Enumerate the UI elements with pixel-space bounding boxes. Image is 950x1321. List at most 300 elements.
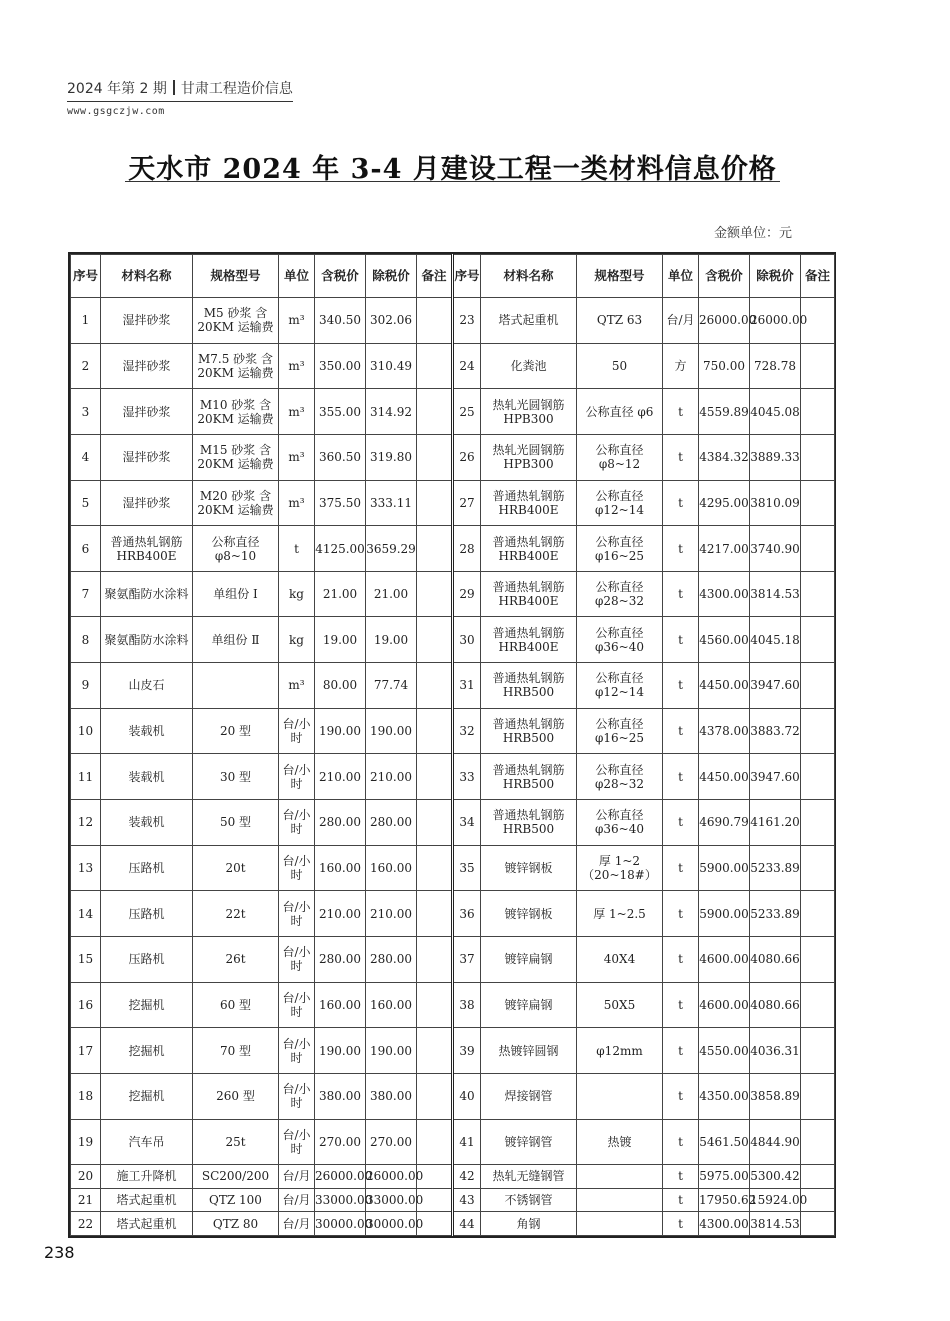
cell-note [801,526,835,572]
cell-notax-price: 3814.53 [750,571,801,617]
table-row [71,617,835,663]
cell-tax-price: 5900.00 [699,891,750,937]
cell-unit: 台/小时 [279,845,315,891]
cell-note [417,617,453,663]
cell-notax-price: 4036.31 [750,1028,801,1074]
cell-tax-price: 750.00 [699,343,750,389]
cell-spec: 70 型 [193,1028,279,1074]
cell-tax-price: 26000.00 [315,1165,366,1189]
cell-tax-price: 4378.00 [699,708,750,754]
cell-unit: t [663,526,699,572]
col-header-unit: 单位 [279,255,315,298]
cell-unit: t [663,663,699,709]
cell-notax-price: 26000.00 [366,1165,417,1189]
cell-no: 14 [71,891,101,937]
cell-note [801,663,835,709]
cell-unit: m³ [279,343,315,389]
cell-name: 山皮石 [101,663,193,709]
cell-unit: t [663,936,699,982]
cell-unit: t [663,1073,699,1119]
website-url: www.gsgczjw.com [67,106,165,117]
cell-spec: 单组份 Ⅱ [193,617,279,663]
cell-notax-price: 15924.00 [750,1188,801,1212]
cell-notax-price: 3947.60 [750,754,801,800]
cell-notax-price: 3883.72 [750,708,801,754]
table-row [71,1188,835,1212]
cell-name: 压路机 [101,845,193,891]
cell-unit: 台/小时 [279,982,315,1028]
cell-unit: 台/小时 [279,891,315,937]
cell-notax-price: 4080.66 [750,982,801,1028]
col-header-notax-price: 除税价 [750,255,801,298]
cell-name: 压路机 [101,891,193,937]
cell-no: 28 [453,526,481,572]
cell-no: 29 [453,571,481,617]
cell-name: 挖掘机 [101,982,193,1028]
cell-name: 普通热轧钢筋 HRB400E [481,480,577,526]
cell-note [801,480,835,526]
cell-notax-price: 3814.53 [750,1212,801,1236]
cell-note [417,1073,453,1119]
cell-notax-price: 4844.90 [750,1119,801,1165]
cell-no: 9 [71,663,101,709]
cell-notax-price: 3947.60 [750,663,801,709]
table-row [71,1165,835,1189]
cell-no: 35 [453,845,481,891]
table-row [71,663,835,709]
cell-note [801,571,835,617]
cell-spec [577,1073,663,1119]
cell-no: 7 [71,571,101,617]
cell-name: 湿拌砂浆 [101,480,193,526]
cell-spec: SC200/200 [193,1165,279,1189]
cell-tax-price: 350.00 [315,343,366,389]
cell-note [417,936,453,982]
cell-spec: 公称直径 φ16~25 [577,708,663,754]
cell-notax-price: 190.00 [366,708,417,754]
cell-unit: t [663,891,699,937]
cell-note [801,1212,835,1236]
cell-no: 32 [453,708,481,754]
cell-tax-price: 80.00 [315,663,366,709]
cell-tax-price: 280.00 [315,936,366,982]
header-separator [173,80,175,95]
page-number: 238 [44,1243,75,1262]
cell-tax-price: 4600.00 [699,982,750,1028]
cell-spec: 30 型 [193,754,279,800]
cell-no: 27 [453,480,481,526]
table-row [71,754,835,800]
cell-unit: t [663,1119,699,1165]
cell-name: 装载机 [101,708,193,754]
cell-tax-price: 190.00 [315,1028,366,1074]
cell-tax-price: 4559.89 [699,389,750,435]
table-row [71,389,835,435]
cell-note [417,891,453,937]
cell-spec: 26t [193,936,279,982]
page-title: 天水市 2024 年 3-4 月建设工程一类材料信息价格 [128,154,777,185]
cell-unit: t [663,982,699,1028]
cell-name: 湿拌砂浆 [101,434,193,480]
cell-note [417,526,453,572]
cell-tax-price: 5461.50 [699,1119,750,1165]
cell-no: 13 [71,845,101,891]
cell-spec [577,1165,663,1189]
cell-name: 焊接钢管 [481,1073,577,1119]
cell-tax-price: 4384.32 [699,434,750,480]
cell-name: 普通热轧钢筋 HRB500 [481,800,577,846]
cell-note [801,845,835,891]
cell-notax-price: 4045.18 [750,617,801,663]
cell-name: 热轧光圆钢筋 HPB300 [481,434,577,480]
cell-note [801,982,835,1028]
cell-tax-price: 26000.00 [699,298,750,344]
cell-no: 1 [71,298,101,344]
cell-note [801,1073,835,1119]
cell-no: 44 [453,1212,481,1236]
table-row [71,571,835,617]
cell-notax-price: 77.74 [366,663,417,709]
cell-spec: 40X4 [577,936,663,982]
cell-spec: 20 型 [193,708,279,754]
cell-notax-price: 26000.00 [750,298,801,344]
cell-notax-price: 5233.89 [750,845,801,891]
cell-notax-price: 310.49 [366,343,417,389]
cell-name: 普通热轧钢筋 HRB400E [481,526,577,572]
cell-note [801,708,835,754]
cell-no: 43 [453,1188,481,1212]
cell-notax-price: 30000.00 [366,1212,417,1236]
cell-unit: m³ [279,480,315,526]
cell-note [801,343,835,389]
cell-no: 25 [453,389,481,435]
cell-tax-price: 33000.00 [315,1188,366,1212]
cell-notax-price: 3858.89 [750,1073,801,1119]
cell-note [801,1119,835,1165]
table-row [71,1119,835,1165]
cell-no: 18 [71,1073,101,1119]
cell-notax-price: 270.00 [366,1119,417,1165]
cell-notax-price: 319.80 [366,434,417,480]
cell-tax-price: 280.00 [315,800,366,846]
cell-tax-price: 160.00 [315,845,366,891]
cell-tax-price: 340.50 [315,298,366,344]
cell-unit: kg [279,571,315,617]
cell-notax-price: 160.00 [366,845,417,891]
cell-spec: 22t [193,891,279,937]
cell-tax-price: 375.50 [315,480,366,526]
cell-note [801,389,835,435]
cell-no: 36 [453,891,481,937]
cell-name: 热轧光圆钢筋 HPB300 [481,389,577,435]
cell-unit: t [663,571,699,617]
unit-note: 金额单位：元 [713,226,792,241]
cell-name: 镀锌扁钢 [481,936,577,982]
cell-tax-price: 380.00 [315,1073,366,1119]
cell-spec: 260 型 [193,1073,279,1119]
cell-unit: 台/月 [663,298,699,344]
cell-unit: 台/小时 [279,708,315,754]
cell-spec: QTZ 100 [193,1188,279,1212]
cell-tax-price: 19.00 [315,617,366,663]
cell-spec: 20t [193,845,279,891]
cell-note [417,754,453,800]
cell-no: 38 [453,982,481,1028]
cell-unit: 台/小时 [279,1119,315,1165]
issue-line [67,78,293,102]
cell-name: 聚氨酯防水涂料 [101,571,193,617]
cell-no: 33 [453,754,481,800]
cell-spec: M5 砂浆 含 20KM 运输费 [193,298,279,344]
cell-notax-price: 210.00 [366,891,417,937]
table-row [71,298,835,344]
cell-note [417,845,453,891]
col-header-name: 材料名称 [101,255,193,298]
cell-name: 镀锌钢板 [481,891,577,937]
cell-spec: 50 [577,343,663,389]
cell-notax-price: 160.00 [366,982,417,1028]
cell-notax-price: 3810.09 [750,480,801,526]
table-row [71,526,835,572]
cell-tax-price: 4600.00 [699,936,750,982]
cell-name: 热轧无缝钢管 [481,1165,577,1189]
table-row [71,1028,835,1074]
price-table-frame [68,252,836,1238]
cell-note [417,1119,453,1165]
col-header-notax-price: 除税价 [366,255,417,298]
cell-tax-price: 360.50 [315,434,366,480]
cell-no: 40 [453,1073,481,1119]
cell-unit: t [663,1188,699,1212]
page-header [67,78,293,117]
col-header-spec: 规格型号 [577,255,663,298]
cell-spec: M20 砂浆 含 20KM 运输费 [193,480,279,526]
cell-name: 装载机 [101,800,193,846]
cell-tax-price: 4300.00 [699,1212,750,1236]
cell-unit: t [663,1165,699,1189]
cell-spec: φ12mm [577,1028,663,1074]
cell-spec: 25t [193,1119,279,1165]
cell-notax-price: 3889.33 [750,434,801,480]
cell-note [801,936,835,982]
cell-name: 镀锌钢管 [481,1119,577,1165]
cell-unit: t [663,480,699,526]
cell-unit: t [663,754,699,800]
table-row [71,891,835,937]
cell-name: 湿拌砂浆 [101,389,193,435]
cell-tax-price: 5975.00 [699,1165,750,1189]
cell-note [801,617,835,663]
cell-unit: t [663,434,699,480]
cell-notax-price: 4080.66 [750,936,801,982]
cell-name: 普通热轧钢筋 HRB400E [101,526,193,572]
cell-note [417,389,453,435]
cell-unit: kg [279,617,315,663]
cell-name: 角钢 [481,1212,577,1236]
cell-spec: 公称直径 φ6 [577,389,663,435]
cell-notax-price: 4161.20 [750,800,801,846]
cell-tax-price: 4550.00 [699,1028,750,1074]
cell-notax-price: 19.00 [366,617,417,663]
cell-notax-price: 380.00 [366,1073,417,1119]
cell-notax-price: 280.00 [366,800,417,846]
cell-tax-price: 4125.00 [315,526,366,572]
cell-tax-price: 17950.62 [699,1188,750,1212]
cell-name: 塔式起重机 [481,298,577,344]
cell-spec: 公称直径 φ8~12 [577,434,663,480]
cell-no: 12 [71,800,101,846]
cell-name: 不锈钢管 [481,1188,577,1212]
cell-spec: 公称直径 φ8~10 [193,526,279,572]
cell-spec: 公称直径 φ36~40 [577,800,663,846]
cell-notax-price: 33000.00 [366,1188,417,1212]
cell-unit: t [663,845,699,891]
cell-no: 21 [71,1188,101,1212]
cell-no: 2 [71,343,101,389]
cell-unit: m³ [279,663,315,709]
cell-no: 11 [71,754,101,800]
cell-tax-price: 21.00 [315,571,366,617]
cell-note [801,434,835,480]
cell-no: 17 [71,1028,101,1074]
cell-unit: 台/小时 [279,1028,315,1074]
cell-tax-price: 160.00 [315,982,366,1028]
table-row [71,936,835,982]
cell-no: 10 [71,708,101,754]
cell-spec: M15 砂浆 含 20KM 运输费 [193,434,279,480]
cell-tax-price: 210.00 [315,754,366,800]
cell-no: 26 [453,434,481,480]
cell-name: 压路机 [101,936,193,982]
cell-unit: 台/小时 [279,936,315,982]
cell-name: 普通热轧钢筋 HRB500 [481,754,577,800]
col-header-tax-price: 含税价 [699,255,750,298]
cell-unit: t [279,526,315,572]
cell-no: 41 [453,1119,481,1165]
cell-no: 16 [71,982,101,1028]
cell-unit: 方 [663,343,699,389]
cell-no: 8 [71,617,101,663]
cell-unit: m³ [279,298,315,344]
table-header-row [71,255,835,298]
col-header-unit: 单位 [663,255,699,298]
cell-no: 20 [71,1165,101,1189]
cell-no: 6 [71,526,101,572]
cell-spec: 厚 1~2 （20~18#） [577,845,663,891]
cell-name: 湿拌砂浆 [101,343,193,389]
cell-note [417,343,453,389]
cell-name: 化粪池 [481,343,577,389]
cell-no: 23 [453,298,481,344]
cell-notax-price: 5300.42 [750,1165,801,1189]
table-row [71,800,835,846]
cell-tax-price: 4350.00 [699,1073,750,1119]
cell-name: 聚氨酯防水涂料 [101,617,193,663]
cell-notax-price: 728.78 [750,343,801,389]
cell-no: 34 [453,800,481,846]
cell-spec: M7.5 砂浆 含 20KM 运输费 [193,343,279,389]
cell-unit: t [663,708,699,754]
cell-note [417,298,453,344]
cell-notax-price: 5233.89 [750,891,801,937]
col-header-name: 材料名称 [481,255,577,298]
cell-spec: 60 型 [193,982,279,1028]
col-header-tax-price: 含税价 [315,255,366,298]
cell-note [801,1028,835,1074]
cell-tax-price: 4560.00 [699,617,750,663]
cell-spec: 公称直径 φ36~40 [577,617,663,663]
cell-note [801,800,835,846]
cell-name: 施工升降机 [101,1165,193,1189]
title-underline [125,181,780,182]
cell-no: 31 [453,663,481,709]
cell-note [417,663,453,709]
cell-tax-price: 30000.00 [315,1212,366,1236]
table-row [71,480,835,526]
cell-note [801,754,835,800]
cell-no: 30 [453,617,481,663]
cell-tax-price: 210.00 [315,891,366,937]
cell-unit: 台/月 [279,1212,315,1236]
cell-name: 热镀锌圆钢 [481,1028,577,1074]
issue-label: 2024 年第 2 期 [67,81,167,97]
cell-note [417,434,453,480]
cell-spec: 公称直径 φ16~25 [577,526,663,572]
cell-notax-price: 3740.90 [750,526,801,572]
cell-name: 湿拌砂浆 [101,298,193,344]
table-row [71,845,835,891]
cell-name: 挖掘机 [101,1073,193,1119]
cell-spec: QTZ 63 [577,298,663,344]
cell-unit: m³ [279,389,315,435]
cell-name: 普通热轧钢筋 HRB400E [481,571,577,617]
cell-name: 普通热轧钢筋 HRB400E [481,617,577,663]
cell-note [801,891,835,937]
cell-no: 42 [453,1165,481,1189]
cell-spec: 公称直径 φ12~14 [577,480,663,526]
cell-name: 镀锌钢板 [481,845,577,891]
table-row [71,1212,835,1236]
cell-note [417,800,453,846]
cell-no: 37 [453,936,481,982]
cell-note [801,1165,835,1189]
cell-unit: m³ [279,434,315,480]
cell-unit: t [663,389,699,435]
cell-name: 汽车吊 [101,1119,193,1165]
cell-tax-price: 4300.00 [699,571,750,617]
cell-name: 塔式起重机 [101,1188,193,1212]
cell-unit: 台/小时 [279,1073,315,1119]
cell-note [417,708,453,754]
cell-spec: 公称直径 φ28~32 [577,571,663,617]
col-header-note: 备注 [801,255,835,298]
cell-notax-price: 4045.08 [750,389,801,435]
cell-unit: t [663,800,699,846]
cell-no: 24 [453,343,481,389]
cell-unit: 台/小时 [279,800,315,846]
table-row [71,708,835,754]
cell-tax-price: 5900.00 [699,845,750,891]
magazine-name: 甘肃工程造价信息 [180,81,293,97]
cell-spec: M10 砂浆 含 20KM 运输费 [193,389,279,435]
cell-unit: t [663,1212,699,1236]
cell-notax-price: 210.00 [366,754,417,800]
cell-spec [193,663,279,709]
cell-spec: 公称直径 φ28~32 [577,754,663,800]
table-row [71,434,835,480]
cell-name: 普通热轧钢筋 HRB500 [481,663,577,709]
cell-tax-price: 270.00 [315,1119,366,1165]
